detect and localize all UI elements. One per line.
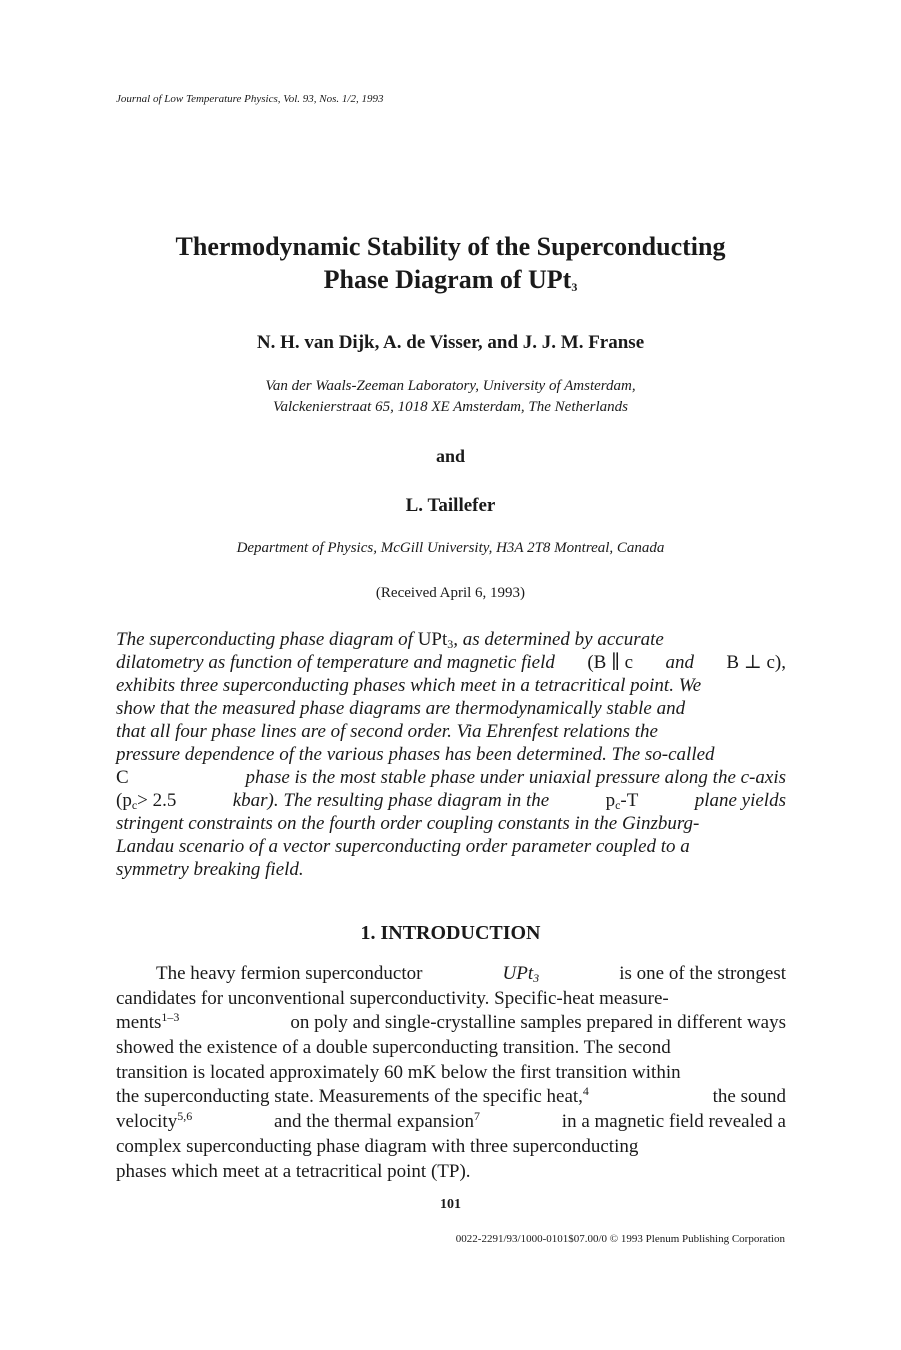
abstract-line: pressure dependence of the various phases has been determined. The so-called [116,744,715,765]
abstract-line: The superconducting phase diagram of UPt$_3$, as determined by accurate [116,629,664,651]
abstract [116,628,786,881]
section-heading: 1. INTRODUCTION [360,922,541,944]
title-line-2 [0,263,901,296]
intro-line: complex superconducting phase diagram with three superconducting [116,1135,639,1157]
intro-line: ments$^{1-3}$ on poly and single-crystalline samples prepared in different ways [116,1010,786,1034]
abstract-line: exhibits three superconducting phases which meet in a tetracritical point. We [116,675,702,696]
author-separator: and [435,446,466,466]
introduction-body [116,962,786,1184]
affiliation-amsterdam [0,376,901,418]
abstract-line: symmetry breaking field. [116,859,304,880]
affiliation-mcgill: Department of Physics, McGill University, H3A 2T8 Montreal, Canada [236,540,665,556]
abstract-line: ($p_c> 2.5$ kbar). The resulting phase diagram in the $p_c-T$ plane yields [116,790,786,812]
abstract-line: C phase is the most stable phase under uniaxial pressure along the c-axis [116,767,786,788]
affiliation-line-1: Van der Waals-Zeeman Laboratory, University of Amsterdam, [265,378,636,394]
author-list: N. H. van Dijk, A. de Visser, and J. J. M. Franse [256,332,645,353]
received-date: (Received April 6, 1993) [375,585,526,601]
intro-line: transition is located approximately 60 mK below the first transition within [116,1061,681,1083]
affiliation-line-2: Valckenierstraat 65, 1018 XE Amsterdam, The Netherlands [273,399,628,415]
intro-line: showed the existence of a double superconducting transition. The second [116,1037,671,1059]
abstract-line: dilatometry as function of temperature and magnetic field (B ∥ c and B ⊥ c), [116,652,786,673]
title-line-2-text: Phase Diagram of UPt [323,265,572,294]
page-number: 101 [440,1197,461,1212]
intro-line: The heavy fermion superconductor UPt$_3$ is one of the strongest [156,963,786,985]
abstract-line: stringent constraints on the fourth order coupling constants in the Ginzburg- [116,813,700,834]
abstract-line: Landau scenario of a vector superconducting order parameter coupled to a [116,836,690,857]
journal-citation: Journal of Low Temperature Physics, Vol. 93, Nos. 1/2, 1993 [116,93,384,105]
intro-line: velocity$^{5,6}$ and the thermal expansion$^7$ in a magnetic field revealed a [116,1109,786,1133]
intro-line: the superconducting state. Measurements of the specific heat,$^4$ the sound [116,1084,786,1108]
second-author: L. Taillefer [405,495,496,516]
paper-title [0,230,901,296]
title-subscript: 3 [571,280,578,294]
abstract-line: that all four phase lines are of second order. Via Ehrenfest relations the [116,721,658,742]
intro-line: candidates for unconventional superconductivity. Specific-heat measure- [116,987,669,1009]
abstract-line: show that the measured phase diagrams are thermodynamically stable and [116,698,686,719]
intro-line: phases which meet at a tetracritical point (TP). [116,1160,471,1182]
copyright-line: 0022-2291/93/1000-0101$07.00/0 © 1993 Plenum Publishing Corporation [455,1233,785,1245]
title-line-1: Thermodynamic Stability of the Superconducting [175,232,726,261]
